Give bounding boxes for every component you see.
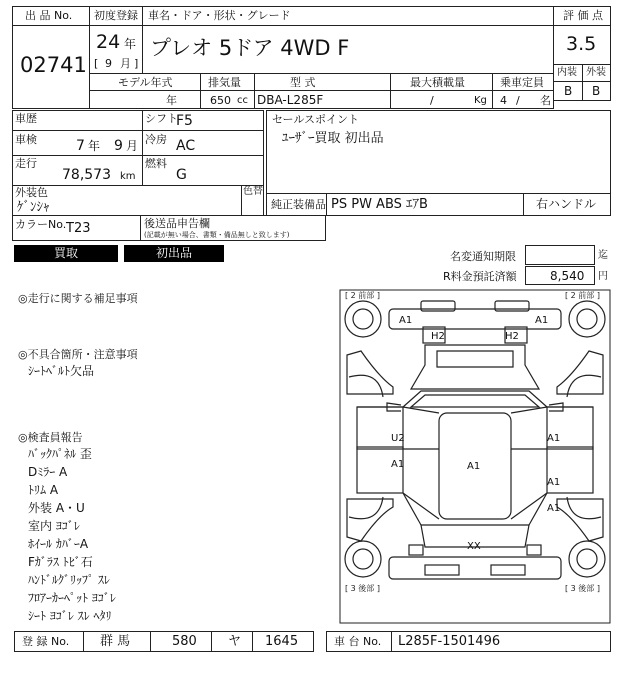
spec-max-load-value: /	[430, 94, 434, 107]
spec-capacity-label: 乗車定員	[500, 76, 544, 89]
interior-label: 内装	[557, 67, 577, 78]
car-name: プレオ 5ドア 4WD F	[150, 36, 350, 60]
reg-number: 1645	[265, 634, 299, 649]
reg-area: 群 馬	[100, 634, 131, 649]
first-reg-month-unit: 月	[120, 57, 131, 70]
steering-value: 右ハンドル	[536, 197, 597, 211]
inspection-month: 9	[114, 138, 123, 154]
damage-mark: H2	[505, 331, 519, 342]
exterior-color-box	[12, 185, 264, 216]
inspector-item: ﾊﾝﾄﾞﾙｸﾞﾘｯﾌﾟ ｽﾚ	[28, 573, 110, 587]
recycle-unit: 円	[598, 271, 608, 282]
color-no-value: T23	[66, 221, 91, 236]
inspector-item: ﾎｲｰﾙ ｶﾊﾞｰA	[28, 537, 89, 551]
car-damage-diagram	[339, 289, 611, 625]
exterior-grade: B	[592, 84, 601, 98]
post-report-label: 後送品申告欄	[144, 217, 210, 230]
spec-displacement-value: 650	[210, 94, 231, 107]
color-change-label: 色替	[243, 186, 263, 197]
post-report-note: (記載が無い場合、書類・備品無しと致します)	[144, 231, 290, 239]
equipment-value: PS PW ABS ｴｱB	[331, 197, 428, 212]
inspector-item: Dﾐﾗｰ A	[28, 465, 68, 479]
sales-point-label: セールスポイント	[272, 113, 360, 126]
details-divider	[12, 130, 264, 131]
color-no-label: カラーNo.	[15, 218, 67, 231]
damage-mark: XX	[467, 541, 481, 552]
first-reg-year-unit: 年	[124, 37, 137, 51]
reg-class: 580	[172, 634, 197, 649]
spec-displacement-unit: cc	[237, 95, 248, 106]
exterior-label: 外装	[586, 67, 606, 78]
inspection-year-unit: 年	[88, 139, 101, 153]
spec-capacity-unit: 名	[540, 94, 551, 107]
inspection-label: 車検	[15, 133, 37, 146]
lot-number: 02741	[20, 53, 87, 77]
driving-notes-title: ◎走行に関する補足事項	[18, 292, 138, 305]
first-reg-label: 初度登録	[94, 9, 138, 22]
shift-value: F5	[176, 113, 193, 129]
first-reg-month: 9	[105, 57, 112, 70]
damage-mark: A1	[547, 503, 561, 514]
mileage-label: 走行	[15, 157, 37, 170]
damage-mark: A1	[535, 315, 549, 326]
spare-tire-rear-left	[345, 541, 381, 577]
inspector-item: ﾌﾛｱｰｶｰﾍﾟｯﾄ ﾖｺﾞﾚ	[28, 591, 116, 605]
details-divider	[142, 110, 143, 186]
rear-left-label: [ 3 後部 ]	[345, 584, 380, 593]
spec-model-code-value: DBA-L285F	[257, 93, 324, 107]
inspector-item: 室内 ﾖｺﾞﾚ	[28, 519, 80, 533]
rear-bumper	[389, 557, 561, 579]
details-divider	[12, 155, 264, 156]
inspector-item: Fｶﾞﾗｽ ﾄﾋﾞ石	[28, 555, 93, 569]
mileage-value: 78,573	[62, 167, 111, 183]
name-change-box	[525, 245, 595, 265]
spec-max-load-label: 最大積載量	[410, 76, 465, 89]
spec-model-year-label: モデル年式	[118, 76, 173, 89]
spec-model-year-unit: 年	[166, 94, 177, 107]
sales-point-value: ﾕｰｻﾞｰ買取 初出品	[282, 131, 384, 146]
recycle-label: R料金預託済額	[443, 270, 517, 283]
damage-mark: A1	[547, 433, 561, 444]
first-reg-month-open: [	[94, 57, 99, 70]
reg-label: 登 録 No.	[22, 635, 70, 648]
ac-label: 冷房	[145, 133, 167, 146]
inspector-item: ｼｰﾄ ﾖｺﾞﾚ ｽﾚ ﾍﾀﾘ	[28, 609, 112, 623]
chassis-label: 車 台 No.	[334, 635, 382, 648]
history-label: 車歴	[15, 112, 37, 125]
spare-tire-front-right	[569, 301, 605, 337]
rear-right-label: [ 3 後部 ]	[565, 584, 600, 593]
inspector-item: 外装 A・U	[28, 501, 85, 515]
spec-max-load-unit: Kg	[474, 95, 487, 106]
rating-label: 評 価 点	[563, 9, 603, 22]
damage-mark: A1	[399, 315, 413, 326]
shift-label: シフト	[145, 112, 178, 125]
defect-title: ◎不具合箇所・注意事項	[18, 348, 138, 361]
fuel-value: G	[176, 167, 187, 183]
recycle-value: 8,540	[550, 269, 585, 283]
mileage-unit: km	[120, 171, 136, 182]
spec-capacity-sep: /	[516, 94, 520, 107]
name-change-unit: 迄	[598, 250, 608, 261]
damage-mark: A1	[467, 461, 481, 472]
car-name-divider	[142, 25, 143, 74]
reg-kana: ヤ	[228, 634, 242, 649]
spare-tire-front-left	[345, 301, 381, 337]
ac-value: AC	[176, 138, 196, 154]
first-reg-year: 24	[96, 31, 121, 53]
spec-model-code-label: 型 式	[290, 76, 316, 89]
exterior-color-label: 外装色	[15, 186, 48, 199]
inspector-item: ﾄﾘﾑ A	[28, 483, 59, 497]
first-reg-month-close: ]	[134, 57, 139, 70]
equipment-label: 純正装備品	[271, 198, 326, 211]
color-change-divider	[241, 185, 242, 216]
model-name-label: 車名・ドア・形状・グレード	[148, 9, 291, 22]
exterior-color-value: ｹﾞﾝｼｬ	[17, 200, 50, 215]
rating-value: 3.5	[566, 33, 597, 55]
inspector-item: ﾊﾞｯｸﾊﾟﾈﾙ 歪	[28, 447, 92, 461]
defect-item: ｼｰﾄﾍﾞﾙﾄ欠品	[28, 364, 95, 378]
inspection-year: 7	[76, 138, 85, 154]
left-rear-door	[357, 447, 403, 493]
chassis-no: L285F-1501496	[398, 634, 501, 649]
diagram-frame	[340, 290, 610, 623]
name-change-label: 名変通知期限	[450, 250, 516, 263]
damage-mark: A1	[547, 477, 561, 488]
damage-mark: A1	[391, 459, 405, 470]
front-right-label: [ 2 前部 ]	[565, 291, 600, 300]
damage-mark: U2	[391, 433, 405, 444]
buyout-bar: 買取	[14, 245, 118, 262]
inspector-title: ◎検査員報告	[18, 431, 83, 444]
first-listing-bar: 初出品	[124, 245, 224, 262]
fuel-label: 燃料	[145, 157, 167, 170]
spec-displacement-label: 排気量	[208, 76, 241, 89]
equipment-divider	[326, 193, 327, 216]
inspection-month-unit: 月	[126, 139, 139, 153]
damage-mark: H2	[431, 331, 445, 342]
lot-label: 出 品 No.	[25, 9, 73, 22]
interior-grade: B	[564, 84, 573, 98]
spare-tire-rear-right	[569, 541, 605, 577]
front-left-label: [ 2 前部 ]	[345, 291, 380, 300]
spec-capacity-value: 4	[500, 94, 507, 107]
